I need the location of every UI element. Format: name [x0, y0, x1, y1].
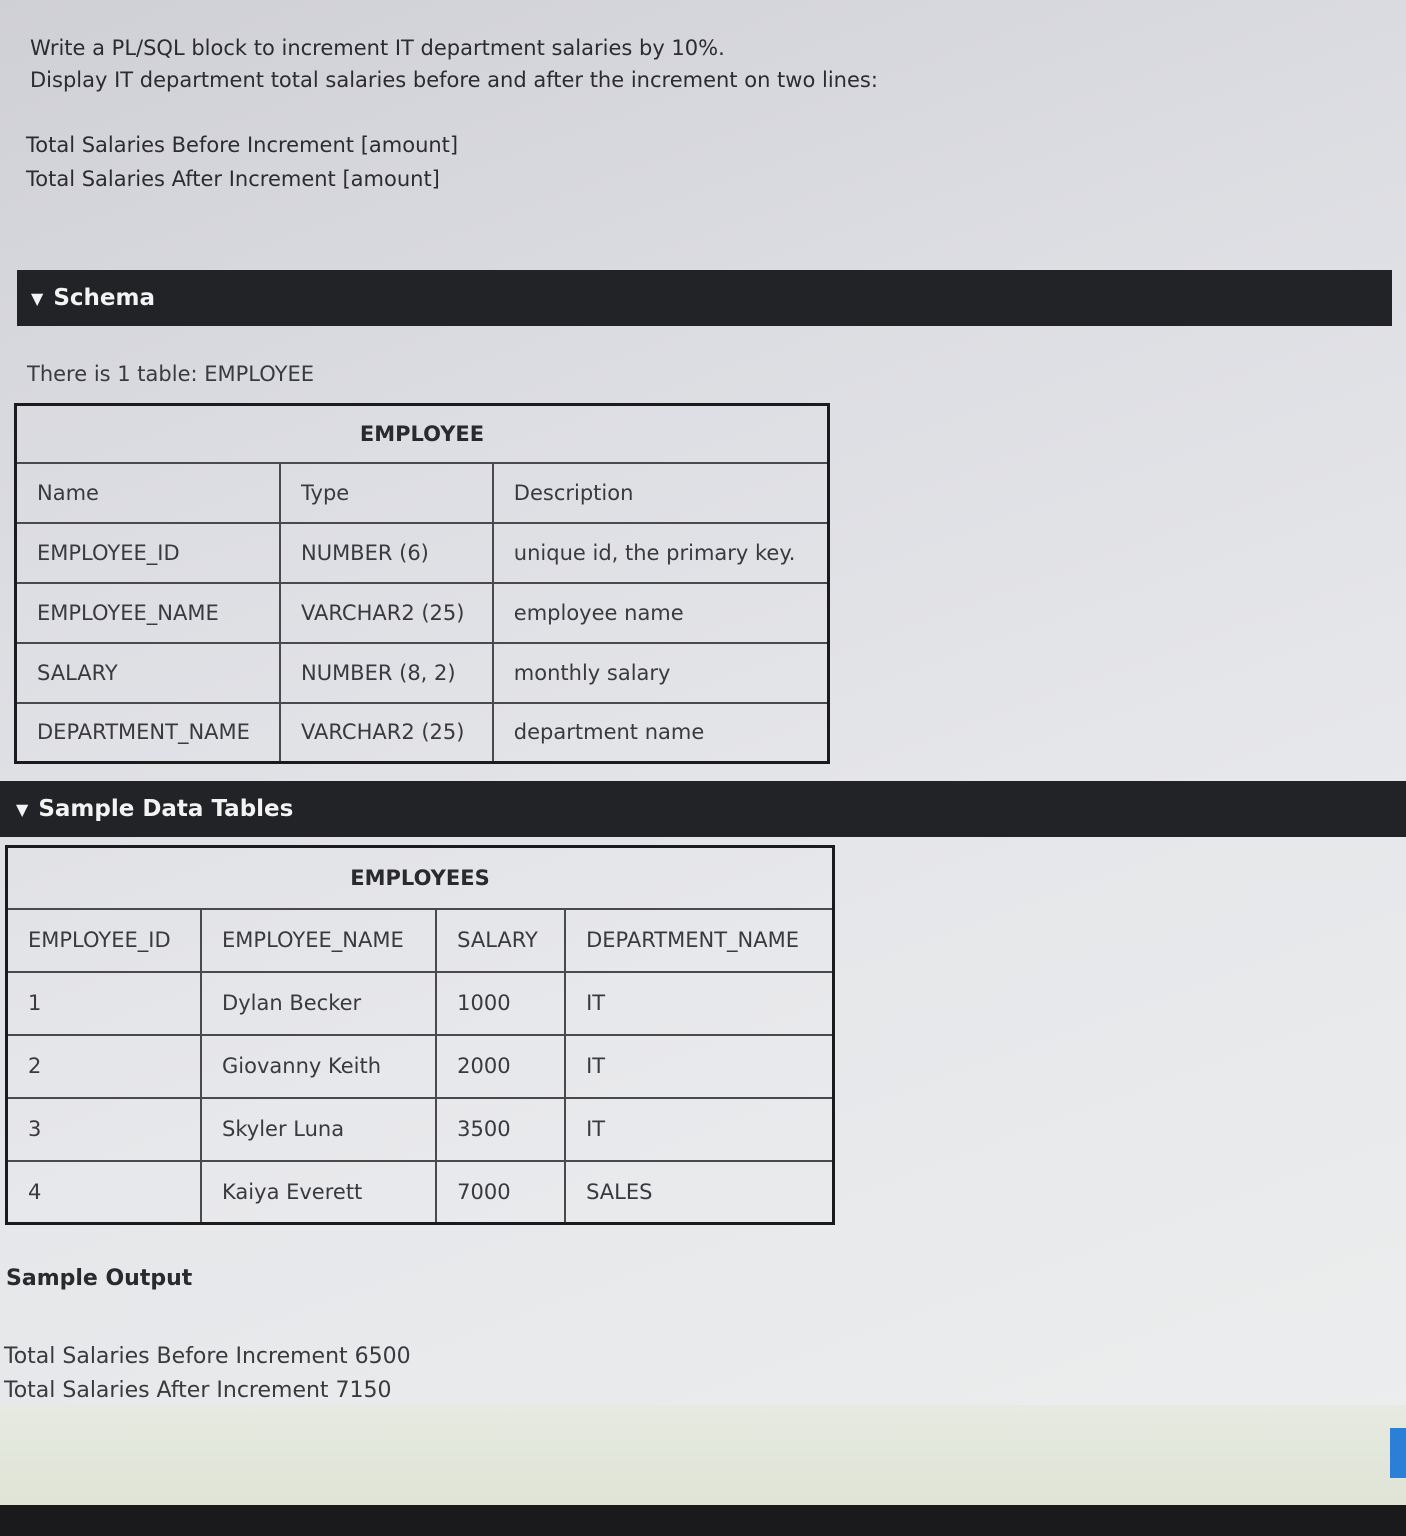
- schema-section-header[interactable]: [17, 270, 1392, 326]
- column-header: Type: [280, 463, 493, 523]
- output-format: [26, 128, 458, 196]
- table-cell: 1000: [436, 972, 565, 1035]
- table-row: [16, 643, 829, 703]
- table-cell: Giovanny Keith: [201, 1035, 436, 1098]
- sample-data-table: [5, 845, 835, 1225]
- column-header: SALARY: [436, 909, 565, 972]
- table-cell: NUMBER (8, 2): [280, 643, 493, 703]
- table-cell: Dylan Becker: [201, 972, 436, 1035]
- sample-output: [4, 1340, 411, 1408]
- column-header: Name: [16, 463, 280, 523]
- column-header: EMPLOYEE_NAME: [201, 909, 436, 972]
- table-row: [7, 1161, 834, 1224]
- column-header: DEPARTMENT_NAME: [565, 909, 833, 972]
- table-cell: IT: [565, 1098, 833, 1161]
- scroll-edge-indicator: [1390, 1428, 1406, 1478]
- sample-output-line-2: Total Salaries After Increment 7150: [4, 1378, 392, 1403]
- problem-statement: [30, 32, 878, 96]
- sample-output-title: Sample Output: [6, 1266, 193, 1291]
- problem-line-2: Display IT department total salaries before and after the increment on two lines:: [30, 68, 878, 92]
- schema-table-title: EMPLOYEE: [16, 405, 829, 463]
- schema-section-title: Schema: [53, 285, 155, 311]
- table-cell: 1: [7, 972, 202, 1035]
- format-line-2: Total Salaries After Increment [amount]: [26, 167, 440, 191]
- table-header-row: [7, 909, 834, 972]
- triangle-down-icon: ▼: [16, 799, 29, 819]
- format-line-1: Total Salaries Before Increment [amount]: [26, 133, 459, 157]
- table-cell: VARCHAR2 (25): [280, 703, 493, 763]
- sample-data-section-header[interactable]: [0, 781, 1406, 837]
- table-header-row: [16, 463, 829, 523]
- table-cell: EMPLOYEE_NAME: [16, 583, 280, 643]
- table-title-row: [16, 405, 829, 463]
- schema-caption: There is 1 table: EMPLOYEE: [27, 362, 314, 386]
- table-cell: 2: [7, 1035, 202, 1098]
- table-cell: SALES: [565, 1161, 833, 1224]
- table-row: [16, 703, 829, 763]
- sample-data-section-title: Sample Data Tables: [38, 796, 294, 822]
- table-row: [16, 583, 829, 643]
- table-cell: 3500: [436, 1098, 565, 1161]
- table-cell: NUMBER (6): [280, 523, 493, 583]
- screen-bezel: [0, 1505, 1406, 1536]
- table-cell: 3: [7, 1098, 202, 1161]
- problem-line-1: Write a PL/SQL block to increment IT department salaries by 10%.: [30, 36, 725, 60]
- column-header: EMPLOYEE_ID: [7, 909, 202, 972]
- table-cell: unique id, the primary key.: [493, 523, 829, 583]
- table-cell: monthly salary: [493, 643, 829, 703]
- table-cell: IT: [565, 972, 833, 1035]
- sample-table-title: EMPLOYEES: [7, 847, 834, 909]
- schema-table: [14, 403, 830, 764]
- table-cell: Skyler Luna: [201, 1098, 436, 1161]
- column-header: Description: [493, 463, 829, 523]
- table-cell: SALARY: [16, 643, 280, 703]
- table-cell: DEPARTMENT_NAME: [16, 703, 280, 763]
- page-footer-area: [0, 1405, 1406, 1505]
- table-row: [7, 972, 834, 1035]
- table-row: [7, 1098, 834, 1161]
- triangle-down-icon: ▼: [31, 288, 44, 308]
- table-cell: 4: [7, 1161, 202, 1224]
- table-cell: employee name: [493, 583, 829, 643]
- table-cell: 2000: [436, 1035, 565, 1098]
- table-cell: Kaiya Everett: [201, 1161, 436, 1224]
- table-cell: EMPLOYEE_ID: [16, 523, 280, 583]
- table-cell: VARCHAR2 (25): [280, 583, 493, 643]
- table-title-row: [7, 847, 834, 909]
- table-cell: department name: [493, 703, 829, 763]
- sample-output-line-1: Total Salaries Before Increment 6500: [4, 1344, 411, 1369]
- table-cell: 7000: [436, 1161, 565, 1224]
- table-row: [16, 523, 829, 583]
- table-row: [7, 1035, 834, 1098]
- table-cell: IT: [565, 1035, 833, 1098]
